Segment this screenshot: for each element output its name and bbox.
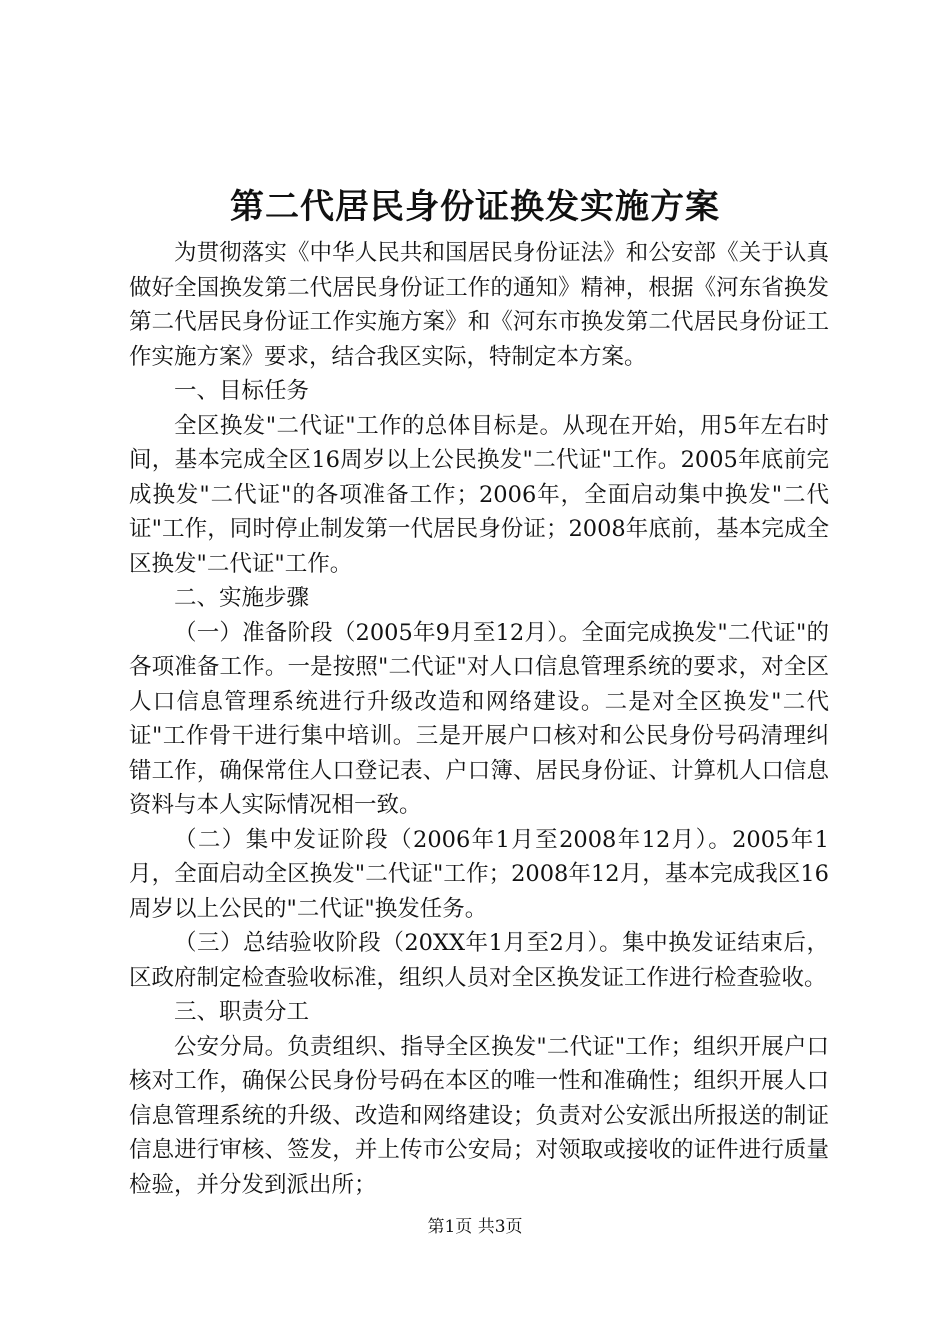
section-heading-duties: 三、职责分工: [174, 999, 310, 1025]
duties-police-paragraph: 公安分局。负责组织、指导全区换发"二代证"工作；组织开展户口核对工作，确保公民身份号码在本区的唯一性和准确性；组织开展人口信息管理系统的升级、改造和网络建设；负责对公安派出所报送的制证信息进行审核、签发，并上传市公安局；对领取或接收的证件进行质量检验，并分发到派出所；: [129, 1033, 829, 1198]
intro-paragraph: 为贯彻落实《中华人民共和国居民身份证法》和公安部《关于认真做好全国换发第二代居民身份证工作的通知》精神，根据《河东省换发第二代居民身份证工作实施方案》和《河东市换发第二代居民身份证工作实施方案》要求，结合我区实际，特制定本方案。: [129, 240, 829, 370]
section-heading-steps: 二、实施步骤: [174, 585, 310, 611]
document-body: [129, 236, 829, 1202]
goals-paragraph: 全区换发"二代证"工作的总体目标是。从现在开始，用5年左右时间，基本完成全区16周岁以上公民换发"二代证"工作。2005年底前完成换发"二代证"的各项准备工作；2006年，全面启动集中换发"二代证"工作，同时停止制发第一代居民身份证；2008年底前，基本完成全区换发"二代证"工作。: [129, 412, 829, 577]
step-acceptance-paragraph: （三）总结验收阶段（20XX年1月至2月）。集中换发证结束后，区政府制定检查验收标准，组织人员对全区换发证工作进行检查验收。: [129, 930, 829, 991]
document-title: 第二代居民身份证换发实施方案: [230, 187, 720, 227]
page-footer: 第1页 共3页: [427, 1217, 523, 1237]
section-heading-goals: 一、目标任务: [174, 378, 310, 404]
step-issuance-paragraph: （二）集中发证阶段（2006年1月至2008年12月）。2005年1月，全面启动全区换发"二代证"工作；2008年12月，基本完成我区16周岁以上公民的"二代证"换发任务。: [129, 826, 829, 922]
step-preparation-paragraph: （一）准备阶段（2005年9月至12月）。全面完成换发"二代证"的各项准备工作。一是按照"二代证"对人口信息管理系统的要求，对全区人口信息管理系统进行升级改造和网络建设。二是对全区换发"二代证"工作骨干进行集中培训。三是开展户口核对和公民身份号码清理纠错工作，确保常住人口登记表、户口簿、居民身份证、计算机人口信息资料与本人实际情况相一致。: [129, 619, 829, 818]
